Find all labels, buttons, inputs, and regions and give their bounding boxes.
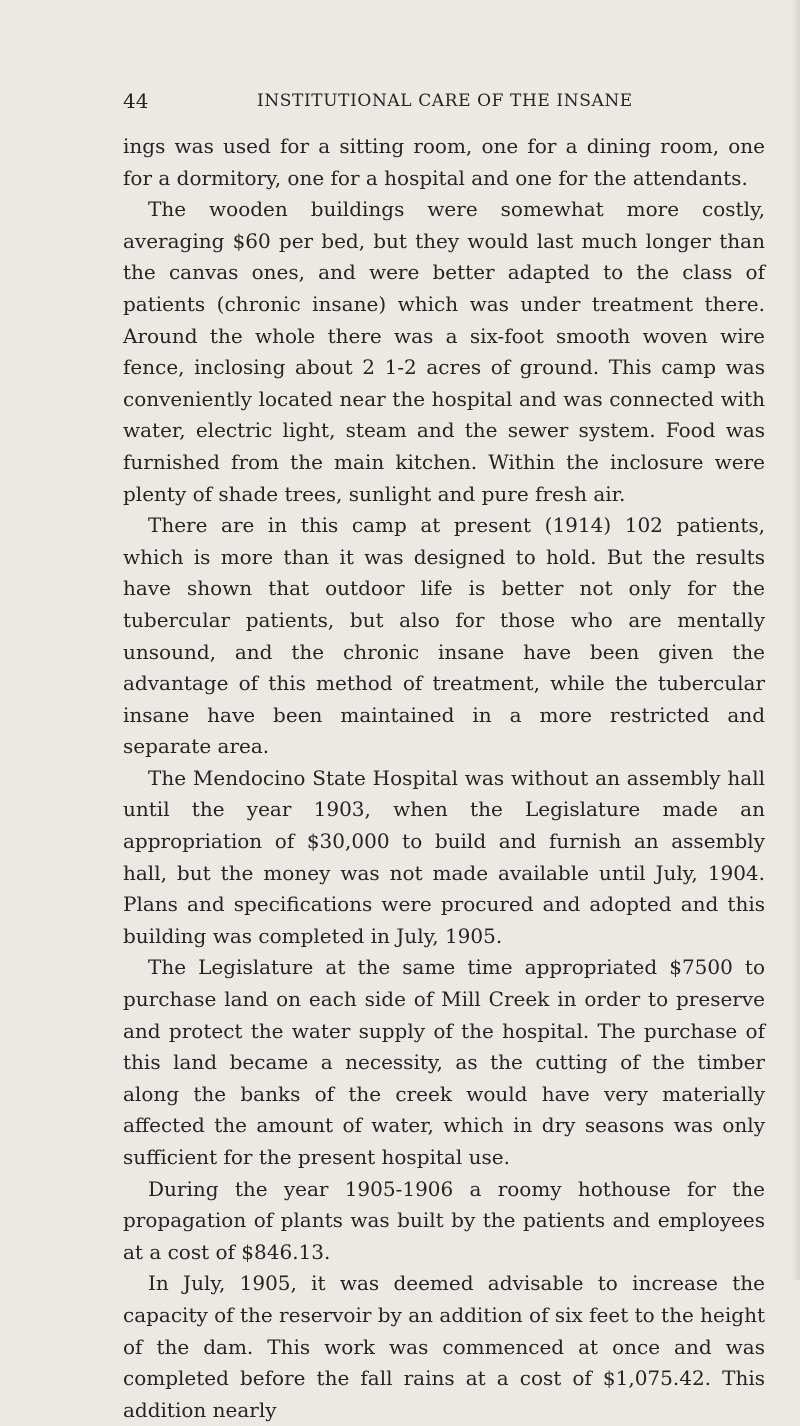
paragraph: The Mendocino State Hospital was without an assembly hall until the year 1903, when the Legislature made an appropriation of $30,000 to build and furnish an assembly hall, but the money was not made available until July, 1904. Plans and specifications were procured and adopted and this building was completed in July, 1905. [123,765,765,948]
paragraph: The Legislature at the same time appropriated $7500 to purchase land on each side of Mill Creek in order to preserve and protect the water supply of the hospital. The purchase of this land became a necessity, as the cutting of the timber along the banks of the creek would have very materially affected the amount of water, which in dry seasons was only sufficient for the present hospital use. [123,955,765,1169]
paragraph: In July, 1905, it was deemed advisable to increase the capacity of the reservoir by an addition of six feet to the height of the dam. This work was commenced at once and was completed before the fall rains at a cost of $1,075.42. This addition nearly [123,1271,765,1422]
page-edge [792,0,800,1280]
page-number: 44 [123,89,149,113]
paragraph: The wooden buildings were somewhat more costly, averaging $60 per bed, but they would last much longer than the canvas ones, and were better adapted to the class of patients (chronic insane) which was under treatment there. Around the whole there was a six-foot smooth woven wire fence, inclosing about 2 1-2 acres of ground. This camp was conveniently located near the hospital and was connected with water, electric light, steam and the sewer system. Food was furnished from the main kitchen. Within the inclosure were plenty of shade trees, sunlight and pure fresh air. [123,197,765,506]
paragraph: During the year 1905-1906 a roomy hothouse for the propagation of plants was built by the patients and employees at a cost of $846.13. [123,1176,765,1264]
running-head: INSTITUTIONAL CARE OF THE INSANE [257,91,633,111]
body-text [123,131,765,1426]
paragraph: There are in this camp at present (1914) 102 patients, which is more than it was designed to hold. But the results have shown that outdoor life is better not only for the tubercular patients, but also for those who are mentally unsound, and the chronic insane have been given the advantage of this method of treatment, while the tubercular insane have been maintained in a more restricted and separate area. [123,513,765,759]
page-header [123,88,763,114]
paragraph: ings was used for a sitting room, one for a dining room, one for a dormitory, one for a hospital and one for the attendants. [123,134,765,190]
